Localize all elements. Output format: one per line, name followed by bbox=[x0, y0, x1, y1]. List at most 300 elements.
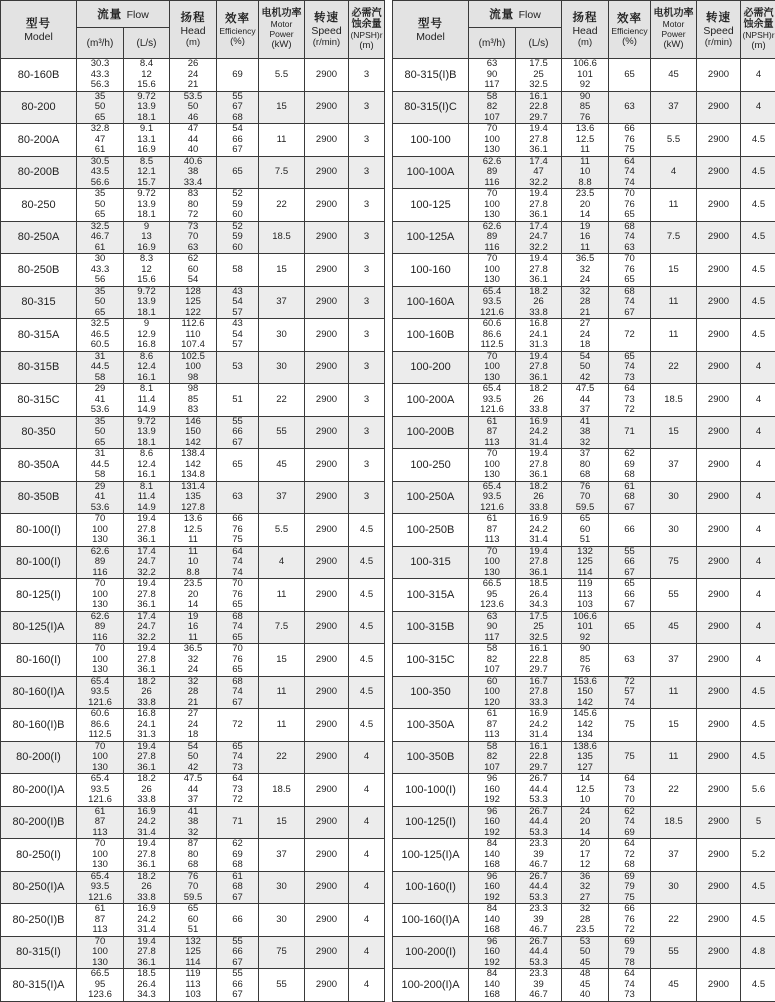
flow-ls-cell: 9.72 13.9 18.1 bbox=[124, 286, 170, 319]
speed-cell: 2900 bbox=[697, 644, 741, 677]
flow-ls-cell: 16.9 24.2 31.4 bbox=[516, 416, 562, 449]
motor-power-cell: 45 bbox=[651, 969, 697, 1002]
model-cell: 100-200 bbox=[393, 351, 469, 384]
model-cell: 80-250B bbox=[1, 254, 77, 287]
motor-power-cell: 18.5 bbox=[259, 774, 305, 807]
efficiency-cell: 52 59 60 bbox=[217, 189, 259, 222]
flow-ls-cell: 16.1 22.8 29.7 bbox=[516, 644, 562, 677]
flow-m3h-cell: 35 50 65 bbox=[77, 286, 124, 319]
npsh-cell: 4.5 bbox=[349, 709, 385, 742]
npsh-cell: 3 bbox=[349, 481, 385, 514]
table-row bbox=[393, 611, 775, 644]
flow-m3h-cell: 60.6 86.6 112.5 bbox=[77, 709, 124, 742]
efficiency-cell: 55 66 67 bbox=[609, 546, 651, 579]
npsh-cell: 3 bbox=[349, 91, 385, 124]
model-cell: 80-160(I)B bbox=[1, 709, 77, 742]
model-cell: 100-350B bbox=[393, 741, 469, 774]
efficiency-cell: 66 76 75 bbox=[217, 514, 259, 547]
efficiency-cell: 64 73 72 bbox=[217, 774, 259, 807]
head-cell: 53.5 50 46 bbox=[170, 91, 217, 124]
flow-m3h-cell: 30 43.3 56 bbox=[77, 254, 124, 287]
motor-power-cell: 5.5 bbox=[651, 124, 697, 157]
flow-ls-cell: 19.4 27.8 36.1 bbox=[516, 449, 562, 482]
speed-label-zh: 转速 bbox=[305, 11, 348, 25]
speed-cell: 2900 bbox=[697, 156, 741, 189]
flow-m3h-cell: 96 160 192 bbox=[469, 871, 516, 904]
head-cell: 76 70 59.5 bbox=[170, 871, 217, 904]
head-cell: 47.5 44 37 bbox=[170, 774, 217, 807]
motor-power-cell: 30 bbox=[651, 871, 697, 904]
flow-m3h-cell: 29 41 53.6 bbox=[77, 384, 124, 417]
npsh-cell: 4 bbox=[741, 351, 775, 384]
efficiency-cell: 55 67 68 bbox=[217, 91, 259, 124]
motor-power-cell: 15 bbox=[651, 254, 697, 287]
table-row bbox=[393, 189, 775, 222]
model-cell: 80-250(I) bbox=[1, 839, 77, 872]
efficiency-cell: 64 74 73 bbox=[609, 969, 651, 1002]
eff-unit: (%) bbox=[609, 36, 650, 48]
efficiency-cell: 55 66 67 bbox=[217, 416, 259, 449]
model-cell: 80-200B bbox=[1, 156, 77, 189]
npsh-cell: 3 bbox=[349, 221, 385, 254]
col-header-flow bbox=[77, 1, 170, 28]
speed-cell: 2900 bbox=[305, 611, 349, 644]
col-header-model bbox=[1, 1, 77, 59]
table-row bbox=[1, 416, 385, 449]
table-row bbox=[1, 514, 385, 547]
flow-ls-cell: 19.4 27.8 36.1 bbox=[516, 254, 562, 287]
npsh-cell: 4.5 bbox=[349, 514, 385, 547]
power-label-en2: Power bbox=[259, 29, 304, 39]
flow-m3h-cell: 35 50 65 bbox=[77, 91, 124, 124]
speed-cell: 2900 bbox=[697, 904, 741, 937]
table-row bbox=[1, 644, 385, 677]
power-label-zh: 电机功率 bbox=[259, 8, 304, 19]
flow-ls-cell: 9 13 16.9 bbox=[124, 221, 170, 254]
flow-m3h-cell: 31 44.5 58 bbox=[77, 449, 124, 482]
npsh-cell: 4.5 bbox=[741, 741, 775, 774]
npsh-cell: 3 bbox=[349, 156, 385, 189]
npsh-cell: 4 bbox=[741, 514, 775, 547]
speed-cell: 2900 bbox=[697, 91, 741, 124]
motor-power-cell: 11 bbox=[259, 579, 305, 612]
flow-m3h-cell: 70 100 130 bbox=[77, 579, 124, 612]
model-cell: 80-315 bbox=[1, 286, 77, 319]
head-cell: 13.6 12.5 11 bbox=[170, 514, 217, 547]
pump-table-left bbox=[0, 0, 385, 1002]
table-row bbox=[393, 221, 775, 254]
flow-ls-cell: 19.4 27.8 36.1 bbox=[124, 839, 170, 872]
speed-cell: 2900 bbox=[697, 189, 741, 222]
model-cell: 80-125(I)A bbox=[1, 611, 77, 644]
eff-label-zh: 效率 bbox=[217, 12, 258, 26]
table-row bbox=[393, 481, 775, 514]
speed-cell: 2900 bbox=[305, 644, 349, 677]
flow-ls-cell: 16.9 24.2 31.4 bbox=[516, 709, 562, 742]
speed-label-zh: 转速 bbox=[697, 11, 740, 25]
speed-cell: 2900 bbox=[305, 969, 349, 1002]
flow-ls-cell: 9 12.9 16.8 bbox=[124, 319, 170, 352]
head-label-en: Head bbox=[562, 25, 608, 37]
flow-m3h-cell: 61 87 113 bbox=[77, 806, 124, 839]
flow-ls-cell: 18.5 26.4 34.3 bbox=[124, 969, 170, 1002]
head-cell: 36 32 27 bbox=[562, 871, 609, 904]
npsh-label-en: (NPSH)r bbox=[741, 30, 775, 40]
model-cell: 80-250 bbox=[1, 189, 77, 222]
speed-cell: 2900 bbox=[697, 221, 741, 254]
table-row bbox=[393, 286, 775, 319]
model-cell: 80-315B bbox=[1, 351, 77, 384]
efficiency-cell: 55 66 67 bbox=[217, 969, 259, 1002]
motor-power-cell: 11 bbox=[259, 124, 305, 157]
motor-power-cell: 5.5 bbox=[259, 59, 305, 92]
npsh-cell: 4 bbox=[349, 904, 385, 937]
head-cell: 146 150 142 bbox=[170, 416, 217, 449]
flow-ls-cell: 17.5 25 32.5 bbox=[516, 59, 562, 92]
motor-power-cell: 18.5 bbox=[651, 806, 697, 839]
flow-m3h-cell: 70 100 130 bbox=[469, 124, 516, 157]
flow-m3h-cell: 96 160 192 bbox=[469, 806, 516, 839]
head-cell: 11 10 8.8 bbox=[170, 546, 217, 579]
speed-cell: 2900 bbox=[305, 806, 349, 839]
table-body-right bbox=[393, 59, 775, 1002]
table-row bbox=[1, 709, 385, 742]
flow-ls-cell: 19.4 27.8 36.1 bbox=[516, 546, 562, 579]
speed-cell: 2900 bbox=[697, 254, 741, 287]
speed-cell: 2900 bbox=[697, 124, 741, 157]
flow-m3h-cell: 31 44.5 58 bbox=[77, 351, 124, 384]
npsh-cell: 4.5 bbox=[349, 644, 385, 677]
npsh-cell: 5.6 bbox=[741, 774, 775, 807]
speed-unit: (r/min) bbox=[697, 37, 740, 49]
model-cell: 100-125A bbox=[393, 221, 469, 254]
speed-cell: 2900 bbox=[697, 936, 741, 969]
npsh-unit: (m) bbox=[741, 40, 775, 52]
npsh-cell: 4.5 bbox=[349, 611, 385, 644]
table-row bbox=[1, 546, 385, 579]
table-header bbox=[393, 1, 775, 59]
speed-cell: 2900 bbox=[305, 156, 349, 189]
model-cell: 80-250(I)A bbox=[1, 871, 77, 904]
npsh-cell: 3 bbox=[349, 124, 385, 157]
head-cell: 19 16 11 bbox=[562, 221, 609, 254]
flow-m3h-cell: 63 90 117 bbox=[469, 59, 516, 92]
npsh-cell: 4.5 bbox=[741, 676, 775, 709]
motor-power-cell: 30 bbox=[259, 319, 305, 352]
speed-cell: 2900 bbox=[697, 676, 741, 709]
flow-m3h-cell: 32.8 47 61 bbox=[77, 124, 124, 157]
motor-power-cell: 15 bbox=[259, 91, 305, 124]
head-cell: 132 125 114 bbox=[562, 546, 609, 579]
flow-m3h-cell: 61 87 113 bbox=[469, 709, 516, 742]
flow-m3h-cell: 70 100 130 bbox=[77, 839, 124, 872]
model-cell: 100-100A bbox=[393, 156, 469, 189]
table-row bbox=[1, 871, 385, 904]
motor-power-cell: 55 bbox=[259, 969, 305, 1002]
table-row bbox=[1, 124, 385, 157]
motor-power-cell: 15 bbox=[651, 709, 697, 742]
head-cell: 36.5 32 24 bbox=[170, 644, 217, 677]
flow-ls-cell: 8.5 12.1 15.7 bbox=[124, 156, 170, 189]
speed-cell: 2900 bbox=[305, 91, 349, 124]
table-row bbox=[393, 91, 775, 124]
head-cell: 83 80 72 bbox=[170, 189, 217, 222]
head-cell: 102.5 100 98 bbox=[170, 351, 217, 384]
model-cell: 80-200 bbox=[1, 91, 77, 124]
model-cell: 100-160(I) bbox=[393, 871, 469, 904]
flow-ls-cell: 8.6 12.4 16.1 bbox=[124, 351, 170, 384]
head-cell: 65 60 51 bbox=[562, 514, 609, 547]
model-cell: 100-250B bbox=[393, 514, 469, 547]
table-row bbox=[1, 774, 385, 807]
head-cell: 26 24 21 bbox=[170, 59, 217, 92]
table-row bbox=[1, 806, 385, 839]
npsh-cell: 4 bbox=[741, 611, 775, 644]
flow-ls-cell: 9.1 13.1 16.9 bbox=[124, 124, 170, 157]
head-cell: 98 85 83 bbox=[170, 384, 217, 417]
efficiency-cell: 64 73 72 bbox=[609, 384, 651, 417]
flow-m3h-cell: 30.3 43.3 56.3 bbox=[77, 59, 124, 92]
flow-ls-cell: 18.5 26.4 34.3 bbox=[516, 579, 562, 612]
table-row bbox=[393, 904, 775, 937]
model-cell: 100-350 bbox=[393, 676, 469, 709]
speed-cell: 2900 bbox=[305, 676, 349, 709]
speed-cell: 2900 bbox=[697, 481, 741, 514]
npsh-cell: 4 bbox=[349, 741, 385, 774]
speed-cell: 2900 bbox=[305, 839, 349, 872]
head-cell: 14 12.5 10 bbox=[562, 774, 609, 807]
head-cell: 40.6 38 33.4 bbox=[170, 156, 217, 189]
efficiency-cell: 75 bbox=[609, 741, 651, 774]
flow-m3h-cell: 70 100 130 bbox=[469, 546, 516, 579]
efficiency-cell: 43 54 57 bbox=[217, 286, 259, 319]
motor-power-cell: 37 bbox=[259, 481, 305, 514]
motor-power-cell: 4 bbox=[651, 156, 697, 189]
npsh-cell: 4 bbox=[741, 546, 775, 579]
flow-unit-ls: (L/s) bbox=[124, 28, 170, 59]
flow-ls-cell: 23.3 39 46.7 bbox=[516, 839, 562, 872]
efficiency-cell: 61 68 67 bbox=[217, 871, 259, 904]
efficiency-cell: 66 76 75 bbox=[609, 124, 651, 157]
speed-cell: 2900 bbox=[697, 611, 741, 644]
efficiency-cell: 68 74 67 bbox=[217, 676, 259, 709]
col-header-npsh bbox=[349, 1, 385, 59]
flow-label-zh: 流量 bbox=[489, 9, 514, 21]
npsh-label-zh: 必需汽蚀余量 bbox=[741, 8, 775, 30]
npsh-cell: 4 bbox=[349, 871, 385, 904]
flow-m3h-cell: 60 100 120 bbox=[469, 676, 516, 709]
flow-m3h-cell: 96 160 192 bbox=[469, 774, 516, 807]
flow-ls-cell: 19.4 27.8 36.1 bbox=[124, 514, 170, 547]
model-cell: 100-160A bbox=[393, 286, 469, 319]
motor-power-cell: 55 bbox=[651, 936, 697, 969]
flow-ls-cell: 26.7 44.4 53.3 bbox=[516, 871, 562, 904]
npsh-cell: 4.5 bbox=[741, 904, 775, 937]
flow-ls-cell: 17.4 24.7 32.2 bbox=[124, 611, 170, 644]
flow-ls-cell: 8.1 11.4 14.9 bbox=[124, 481, 170, 514]
flow-ls-cell: 18.2 26 33.8 bbox=[124, 871, 170, 904]
npsh-cell: 4.5 bbox=[349, 546, 385, 579]
efficiency-cell: 69 79 78 bbox=[609, 936, 651, 969]
table-row bbox=[393, 936, 775, 969]
table-row bbox=[393, 969, 775, 1002]
table-row bbox=[393, 416, 775, 449]
flow-ls-cell: 16.8 24.1 31.3 bbox=[516, 319, 562, 352]
speed-cell: 2900 bbox=[305, 871, 349, 904]
model-cell: 100-200B bbox=[393, 416, 469, 449]
motor-power-cell: 7.5 bbox=[259, 156, 305, 189]
speed-label-en: Speed bbox=[305, 25, 348, 37]
efficiency-cell: 65 bbox=[609, 59, 651, 92]
power-label-en1: Motor bbox=[259, 19, 304, 29]
flow-m3h-cell: 84 140 168 bbox=[469, 904, 516, 937]
npsh-cell: 4.5 bbox=[741, 254, 775, 287]
motor-power-cell: 11 bbox=[651, 189, 697, 222]
flow-ls-cell: 19.4 27.8 36.1 bbox=[124, 579, 170, 612]
table-row bbox=[1, 254, 385, 287]
motor-power-cell: 37 bbox=[259, 286, 305, 319]
speed-cell: 2900 bbox=[305, 384, 349, 417]
efficiency-cell: 65 66 67 bbox=[609, 579, 651, 612]
model-cell: 80-125(I) bbox=[1, 579, 77, 612]
flow-ls-cell: 18.2 26 33.8 bbox=[516, 286, 562, 319]
model-cell: 80-200(I) bbox=[1, 741, 77, 774]
model-cell: 80-250(I)B bbox=[1, 904, 77, 937]
efficiency-cell: 69 79 75 bbox=[609, 871, 651, 904]
model-cell: 100-160B bbox=[393, 319, 469, 352]
head-cell: 23.5 20 14 bbox=[170, 579, 217, 612]
flow-m3h-cell: 58 82 107 bbox=[469, 91, 516, 124]
model-cell: 80-315C bbox=[1, 384, 77, 417]
flow-m3h-cell: 61 87 113 bbox=[469, 514, 516, 547]
flow-ls-cell: 18.2 26 33.8 bbox=[124, 774, 170, 807]
flow-m3h-cell: 62.6 89 116 bbox=[469, 156, 516, 189]
motor-power-cell: 18.5 bbox=[651, 384, 697, 417]
efficiency-cell: 66 bbox=[217, 904, 259, 937]
head-cell: 112.6 110 107.4 bbox=[170, 319, 217, 352]
speed-cell: 2900 bbox=[305, 221, 349, 254]
speed-cell: 2900 bbox=[305, 514, 349, 547]
flow-unit-m3h: (m³/h) bbox=[77, 28, 124, 59]
head-cell: 87 80 68 bbox=[170, 839, 217, 872]
speed-cell: 2900 bbox=[697, 351, 741, 384]
speed-cell: 2900 bbox=[697, 449, 741, 482]
flow-ls-cell: 9.72 13.9 18.1 bbox=[124, 416, 170, 449]
model-cell: 100-100(I) bbox=[393, 774, 469, 807]
npsh-unit: (m) bbox=[349, 40, 384, 52]
motor-power-cell: 15 bbox=[259, 806, 305, 839]
flow-m3h-cell: 35 50 65 bbox=[77, 416, 124, 449]
npsh-cell: 4.5 bbox=[741, 969, 775, 1002]
model-cell: 80-200(I)A bbox=[1, 774, 77, 807]
motor-power-cell: 22 bbox=[651, 904, 697, 937]
motor-power-cell: 4 bbox=[259, 546, 305, 579]
table-divider-gap bbox=[385, 0, 392, 1002]
speed-cell: 2900 bbox=[305, 449, 349, 482]
npsh-cell: 3 bbox=[349, 384, 385, 417]
flow-ls-cell: 8.6 12.4 16.1 bbox=[124, 449, 170, 482]
motor-power-cell: 45 bbox=[651, 611, 697, 644]
motor-power-cell: 7.5 bbox=[651, 221, 697, 254]
motor-power-cell: 37 bbox=[651, 91, 697, 124]
motor-power-cell: 30 bbox=[259, 871, 305, 904]
col-header-npsh bbox=[741, 1, 775, 59]
head-cell: 132 125 114 bbox=[170, 936, 217, 969]
npsh-cell: 4.5 bbox=[741, 709, 775, 742]
flow-ls-cell: 19.4 27.8 36.1 bbox=[124, 741, 170, 774]
speed-cell: 2900 bbox=[697, 59, 741, 92]
flow-m3h-cell: 62.6 89 116 bbox=[469, 221, 516, 254]
motor-power-cell: 45 bbox=[259, 449, 305, 482]
head-cell: 41 38 32 bbox=[562, 416, 609, 449]
motor-power-cell: 75 bbox=[651, 546, 697, 579]
table-row bbox=[393, 806, 775, 839]
model-cell: 80-315A bbox=[1, 319, 77, 352]
flow-ls-cell: 9.72 13.9 18.1 bbox=[124, 91, 170, 124]
npsh-cell: 5 bbox=[741, 806, 775, 839]
head-cell: 73 70 63 bbox=[170, 221, 217, 254]
head-cell: 36.5 32 24 bbox=[562, 254, 609, 287]
motor-power-cell: 11 bbox=[651, 286, 697, 319]
head-cell: 23.5 20 14 bbox=[562, 189, 609, 222]
motor-power-cell: 15 bbox=[259, 644, 305, 677]
motor-power-cell: 11 bbox=[259, 676, 305, 709]
motor-power-cell: 30 bbox=[259, 351, 305, 384]
efficiency-cell: 72 bbox=[217, 709, 259, 742]
flow-ls-cell: 9.72 13.9 18.1 bbox=[124, 189, 170, 222]
table-row bbox=[1, 351, 385, 384]
flow-m3h-cell: 58 82 107 bbox=[469, 644, 516, 677]
npsh-cell: 4 bbox=[349, 969, 385, 1002]
speed-cell: 2900 bbox=[305, 286, 349, 319]
model-cell: 80-250A bbox=[1, 221, 77, 254]
npsh-cell: 4 bbox=[741, 481, 775, 514]
table-row bbox=[393, 546, 775, 579]
model-cell: 100-125 bbox=[393, 189, 469, 222]
model-cell: 80-315(I)B bbox=[393, 59, 469, 92]
table-row bbox=[1, 449, 385, 482]
motor-power-cell: 55 bbox=[259, 416, 305, 449]
model-cell: 80-350B bbox=[1, 481, 77, 514]
efficiency-cell: 63 bbox=[217, 481, 259, 514]
table-row bbox=[1, 611, 385, 644]
flow-m3h-cell: 35 50 65 bbox=[77, 189, 124, 222]
model-label-en: Model bbox=[1, 31, 76, 43]
speed-cell: 2900 bbox=[697, 384, 741, 417]
head-cell: 76 70 59.5 bbox=[562, 481, 609, 514]
table-row bbox=[1, 839, 385, 872]
col-header-head bbox=[562, 1, 609, 59]
flow-ls-cell: 16.9 24.2 31.4 bbox=[124, 806, 170, 839]
table-row bbox=[393, 839, 775, 872]
efficiency-cell: 58 bbox=[217, 254, 259, 287]
table-row bbox=[393, 644, 775, 677]
model-cell: 80-100(I) bbox=[1, 546, 77, 579]
efficiency-cell: 71 bbox=[609, 416, 651, 449]
speed-cell: 2900 bbox=[305, 319, 349, 352]
efficiency-cell: 65 74 73 bbox=[609, 351, 651, 384]
flow-m3h-cell: 70 100 130 bbox=[469, 254, 516, 287]
head-cell: 119 113 103 bbox=[170, 969, 217, 1002]
speed-cell: 2900 bbox=[305, 124, 349, 157]
flow-m3h-cell: 29 41 53.6 bbox=[77, 481, 124, 514]
col-header-head bbox=[170, 1, 217, 59]
npsh-cell: 4 bbox=[741, 91, 775, 124]
efficiency-cell: 54 66 67 bbox=[217, 124, 259, 157]
eff-unit: (%) bbox=[217, 36, 258, 48]
table-row bbox=[393, 709, 775, 742]
speed-cell: 2900 bbox=[697, 286, 741, 319]
